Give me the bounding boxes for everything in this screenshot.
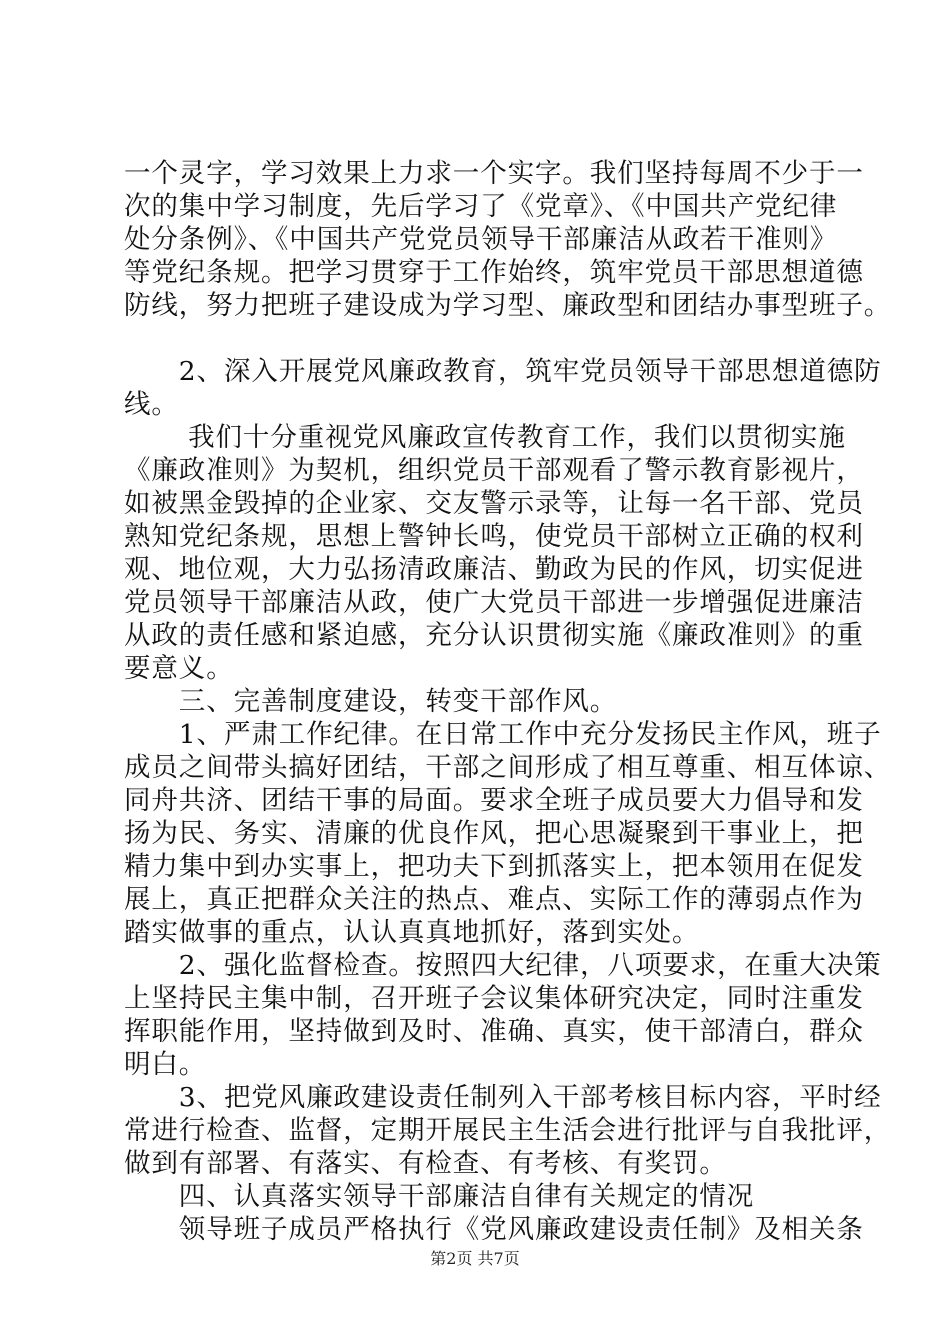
body-text-line: 观、地位观，大力弘扬清政廉洁、勤政为民的作风，切实促进 <box>124 554 864 585</box>
body-text-line: 2、强化监督检查。按照四大纪律，八项要求，在重大决策 <box>124 950 882 981</box>
body-text-line: 防线，努力把班子建设成为学习型、廉政型和团结办事型班子。 <box>124 290 892 321</box>
page-number-footer: 第2页 共7页 <box>430 1249 520 1268</box>
body-text-line: 挥职能作用，坚持做到及时、准确、真实，使干部清白，群众 <box>124 1016 864 1047</box>
body-text-line: 3、把党风廉政建设责任制列入干部考核目标内容，平时经 <box>124 1082 882 1113</box>
section-heading: 四、认真落实领导干部廉洁自律有关规定的情况 <box>124 1181 755 1212</box>
body-text-line: 要意义。 <box>124 653 234 684</box>
body-text-line: 踏实做事的重点，认认真真地抓好，落到实处。 <box>124 917 700 948</box>
body-text-line: 如被黑金毁掉的企业家、交友警示录等，让每一名干部、党员 <box>124 488 864 519</box>
section-heading: 2、深入开展党风廉政教育，筑牢党员领导干部思想道德防 <box>124 356 882 387</box>
body-text-line: 上坚持民主集中制，召开班子会议集体研究决定，同时注重发 <box>124 983 864 1014</box>
body-text-line: 我们十分重视党风廉政宣传教育工作，我们以贯彻实施 <box>124 422 846 453</box>
body-text-line: 成员之间带头搞好团结，干部之间形成了相互尊重、相互体谅、 <box>124 752 892 783</box>
body-text-line: 次的集中学习制度，先后学习了《党章》、《中国共产党纪律 <box>124 191 838 222</box>
body-text-line: 党员领导干部廉洁从政，使广大党员干部进一步增强促进廉洁 <box>124 587 864 618</box>
body-text-line: 精力集中到办实事上，把功夫下到抓落实上，把本领用在促发 <box>124 851 864 882</box>
body-text-line: 扬为民、务实、清廉的优良作风，把心思凝聚到干事业上，把 <box>124 818 864 849</box>
body-text-line: 领导班子成员严格执行《党风廉政建设责任制》及相关条 <box>124 1214 864 1245</box>
body-text-line: 熟知党纪条规，思想上警钟长鸣，使党员干部树立正确的权利 <box>124 521 864 552</box>
body-text-line: 同舟共济、团结干事的局面。要求全班子成员要大力倡导和发 <box>124 785 864 816</box>
body-text-line: 《廉政准则》为契机，组织党员干部观看了警示教育影视片， <box>124 455 864 486</box>
body-text-line: 做到有部署、有落实、有检查、有考核、有奖罚。 <box>124 1148 727 1179</box>
body-text-line: 展上，真正把群众关注的热点、难点、实际工作的薄弱点作为 <box>124 884 864 915</box>
section-heading: 三、完善制度建设，转变干部作风。 <box>124 686 618 717</box>
body-text-line: 明白。 <box>124 1049 207 1080</box>
body-text-line: 等党纪条规。把学习贯穿于工作始终，筑牢党员干部思想道德 <box>124 257 864 288</box>
body-text-line: 从政的责任感和紧迫感，充分认识贯彻实施《廉政准则》的重 <box>124 620 864 651</box>
body-text-line: 常进行检查、监督，定期开展民主生活会进行批评与自我批评， <box>124 1115 892 1146</box>
body-text-line: 处分条例》、《中国共产党党员领导干部廉洁从政若干准则》 <box>124 224 838 255</box>
section-heading: 线。 <box>124 389 179 420</box>
body-text-line: 1、严肃工作纪律。在日常工作中充分发扬民主作风，班子 <box>124 719 882 750</box>
body-text-line: 一个灵字，学习效果上力求一个实字。我们坚持每周不少于一 <box>124 158 864 189</box>
